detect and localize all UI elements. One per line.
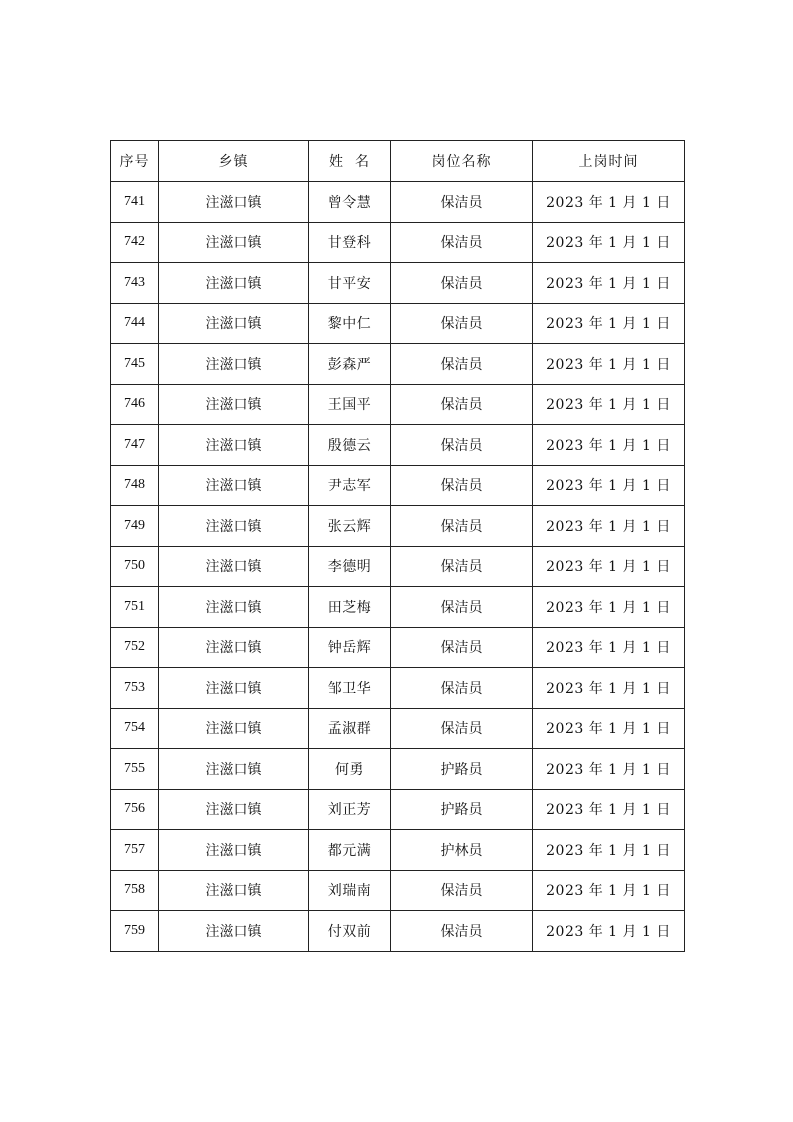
cell-no: 744 [111,303,159,344]
cell-town: 注滋口镇 [159,425,309,466]
cell-no: 752 [111,627,159,668]
cell-post: 保洁员 [391,344,533,385]
cell-post: 保洁员 [391,263,533,304]
cell-town: 注滋口镇 [159,506,309,547]
cell-date: 2023 年 1 月 1 日 [533,546,685,587]
cell-date: 2023 年 1 月 1 日 [533,749,685,790]
cell-town: 注滋口镇 [159,263,309,304]
cell-town: 注滋口镇 [159,749,309,790]
table-row [111,668,685,709]
cell-name: 刘瑞南 [309,870,391,911]
cell-no: 757 [111,830,159,871]
cell-town: 注滋口镇 [159,222,309,263]
cell-date: 2023 年 1 月 1 日 [533,789,685,830]
cell-post: 护路员 [391,789,533,830]
table-row [111,708,685,749]
cell-post: 保洁员 [391,182,533,223]
cell-no: 755 [111,749,159,790]
cell-post: 保洁员 [391,587,533,628]
cell-town: 注滋口镇 [159,708,309,749]
cell-town: 注滋口镇 [159,465,309,506]
cell-date: 2023 年 1 月 1 日 [533,668,685,709]
cell-town: 注滋口镇 [159,830,309,871]
cell-town: 注滋口镇 [159,870,309,911]
table-row [111,830,685,871]
table-row [111,182,685,223]
table-row [111,870,685,911]
table-row [111,506,685,547]
cell-name: 何勇 [309,749,391,790]
cell-town: 注滋口镇 [159,344,309,385]
table-row [111,465,685,506]
personnel-table [110,140,685,952]
header-date: 上岗时间 [533,141,685,182]
cell-town: 注滋口镇 [159,546,309,587]
cell-name: 曾令慧 [309,182,391,223]
header-no: 序号 [111,141,159,182]
cell-date: 2023 年 1 月 1 日 [533,465,685,506]
table-row [111,911,685,952]
cell-no: 741 [111,182,159,223]
header-town: 乡镇 [159,141,309,182]
cell-no: 745 [111,344,159,385]
table-header [111,141,685,182]
cell-name: 付双前 [309,911,391,952]
cell-post: 保洁员 [391,425,533,466]
cell-post: 保洁员 [391,222,533,263]
cell-date: 2023 年 1 月 1 日 [533,222,685,263]
cell-post: 护林员 [391,830,533,871]
cell-post: 保洁员 [391,911,533,952]
cell-post: 保洁员 [391,303,533,344]
table-row [111,222,685,263]
header-post: 岗位名称 [391,141,533,182]
cell-date: 2023 年 1 月 1 日 [533,344,685,385]
cell-name: 都元满 [309,830,391,871]
cell-date: 2023 年 1 月 1 日 [533,870,685,911]
table-row [111,749,685,790]
cell-name: 殷德云 [309,425,391,466]
cell-post: 保洁员 [391,870,533,911]
cell-no: 743 [111,263,159,304]
cell-post: 保洁员 [391,668,533,709]
cell-town: 注滋口镇 [159,911,309,952]
cell-date: 2023 年 1 月 1 日 [533,830,685,871]
cell-date: 2023 年 1 月 1 日 [533,425,685,466]
table-row [111,384,685,425]
table-row [111,425,685,466]
cell-no: 742 [111,222,159,263]
cell-date: 2023 年 1 月 1 日 [533,384,685,425]
table-row [111,303,685,344]
cell-date: 2023 年 1 月 1 日 [533,627,685,668]
cell-name: 彭森严 [309,344,391,385]
cell-no: 759 [111,911,159,952]
cell-post: 保洁员 [391,708,533,749]
cell-no: 758 [111,870,159,911]
cell-post: 保洁员 [391,506,533,547]
cell-town: 注滋口镇 [159,627,309,668]
cell-name: 尹志军 [309,465,391,506]
cell-no: 751 [111,587,159,628]
header-name: 姓 名 [309,141,391,182]
cell-name: 邹卫华 [309,668,391,709]
cell-name: 甘登科 [309,222,391,263]
cell-no: 756 [111,789,159,830]
cell-town: 注滋口镇 [159,303,309,344]
cell-date: 2023 年 1 月 1 日 [533,263,685,304]
cell-post: 护路员 [391,749,533,790]
cell-post: 保洁员 [391,546,533,587]
table-row [111,587,685,628]
cell-no: 750 [111,546,159,587]
cell-town: 注滋口镇 [159,384,309,425]
cell-no: 754 [111,708,159,749]
cell-name: 刘正芳 [309,789,391,830]
table-row [111,263,685,304]
cell-post: 保洁员 [391,627,533,668]
cell-town: 注滋口镇 [159,182,309,223]
cell-no: 748 [111,465,159,506]
cell-no: 753 [111,668,159,709]
cell-no: 749 [111,506,159,547]
table-row [111,789,685,830]
cell-town: 注滋口镇 [159,587,309,628]
cell-name: 甘平安 [309,263,391,304]
cell-date: 2023 年 1 月 1 日 [533,182,685,223]
cell-town: 注滋口镇 [159,789,309,830]
cell-name: 张云辉 [309,506,391,547]
cell-date: 2023 年 1 月 1 日 [533,506,685,547]
cell-post: 保洁员 [391,384,533,425]
cell-date: 2023 年 1 月 1 日 [533,303,685,344]
cell-name: 李德明 [309,546,391,587]
cell-post: 保洁员 [391,465,533,506]
cell-name: 黎中仁 [309,303,391,344]
cell-name: 田芝梅 [309,587,391,628]
cell-date: 2023 年 1 月 1 日 [533,911,685,952]
header-row [111,141,685,182]
cell-no: 747 [111,425,159,466]
cell-no: 746 [111,384,159,425]
cell-town: 注滋口镇 [159,668,309,709]
cell-date: 2023 年 1 月 1 日 [533,708,685,749]
table-row [111,344,685,385]
cell-name: 王国平 [309,384,391,425]
table-body [111,182,685,952]
table-row [111,627,685,668]
cell-name: 钟岳辉 [309,627,391,668]
cell-date: 2023 年 1 月 1 日 [533,587,685,628]
table-row [111,546,685,587]
cell-name: 孟淑群 [309,708,391,749]
